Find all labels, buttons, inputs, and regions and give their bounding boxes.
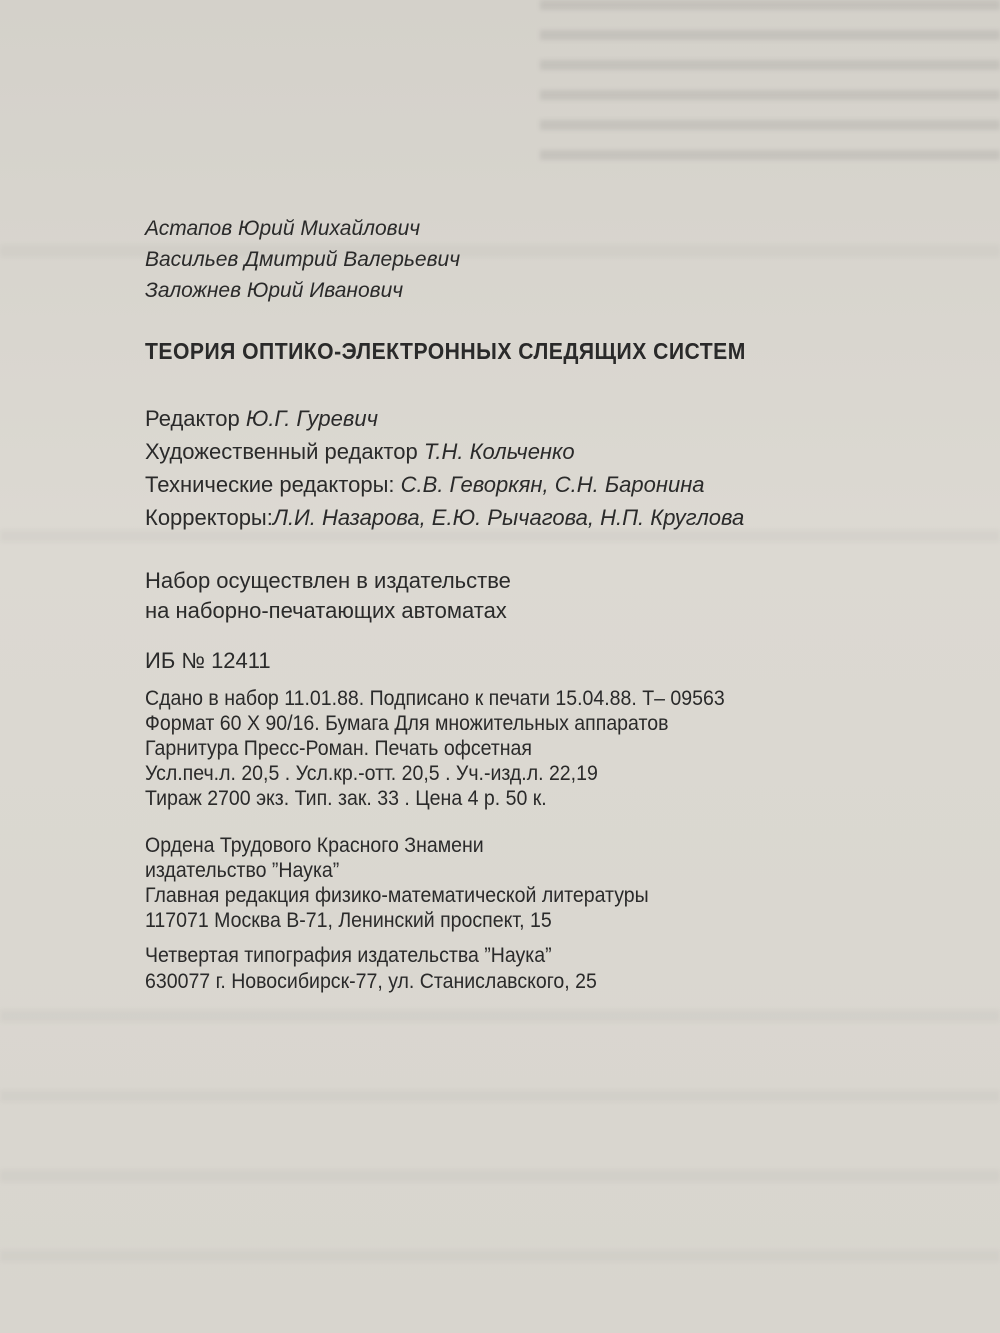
editor-label: Редактор	[145, 406, 240, 431]
publisher-line: Ордена Трудового Красного Знамени	[145, 834, 484, 857]
art-editor-name: Т.Н. Кольченко	[423, 439, 575, 464]
print-info-line: Усл.печ.л. 20,5 . Усл.кр.-отт. 20,5 . Уч.-изд.л. 22,19	[145, 762, 598, 785]
publisher-line: 117071 Москва В-71, Ленинский проспект, 15	[145, 909, 552, 932]
bleed-through-line	[0, 1010, 1000, 1022]
ib-number: ИБ № 12411	[145, 648, 271, 673]
art-editor-label: Художественный редактор	[145, 439, 418, 464]
print-info-line: Сдано в набор 11.01.88. Подписано к печати 15.04.88. Т– 09563	[145, 687, 725, 710]
book-title: ТЕОРИЯ ОПТИКО-ЭЛЕКТРОННЫХ СЛЕДЯЩИХ СИСТЕМ	[145, 338, 746, 364]
correctors-label: Корректоры:	[145, 505, 273, 530]
author-name: Заложнев Юрий Иванович	[145, 279, 404, 302]
print-info-line: Тираж 2700 экз. Тип. зак. 33 . Цена 4 р. 50 к.	[145, 787, 547, 810]
bleed-through-line	[0, 1170, 1000, 1182]
editors-block	[145, 408, 744, 540]
publisher-block	[145, 835, 649, 935]
print-info-line: Гарнитура Пресс-Роман. Печать офсетная	[145, 737, 532, 760]
bleed-through-shadow	[540, 0, 1000, 170]
bleed-through-line	[0, 1090, 1000, 1102]
print-info-block	[145, 688, 725, 813]
typesetting-note	[145, 570, 511, 630]
author-name: Астапов Юрий Михайлович	[145, 217, 421, 240]
author-name: Васильев Дмитрий Валерьевич	[145, 248, 461, 271]
bleed-through-line	[0, 1250, 1000, 1262]
correctors-line	[145, 507, 744, 529]
printery-line: 630077 г. Новосибирск-77, ул. Станиславского, 25	[145, 970, 597, 993]
editor-line	[145, 408, 744, 430]
editor-name: Ю.Г. Гуревич	[245, 406, 378, 431]
publisher-line: издательство ”Наука”	[145, 859, 340, 882]
tech-editors-label: Технические редакторы:	[145, 472, 395, 497]
tech-editors-names: С.В. Геворкян, С.Н. Баронина	[400, 472, 705, 497]
art-editor-line	[145, 441, 744, 463]
tech-editors-line	[145, 474, 744, 496]
printery-line: Четвертая типография издательства ”Наука”	[145, 944, 552, 967]
publisher-line: Главная редакция физико-математической литературы	[145, 884, 649, 907]
authors-block	[145, 218, 460, 311]
typesetting-line: на наборно-печатающих автоматах	[145, 598, 507, 623]
typesetting-line: Набор осуществлен в издательстве	[145, 568, 511, 593]
printery-block	[145, 945, 597, 997]
correctors-names: Л.И. Назарова, Е.Ю. Рычагова, Н.П. Круглова	[272, 505, 745, 530]
print-info-line: Формат 60 X 90/16. Бумага Для множительных аппаратов	[145, 712, 669, 735]
